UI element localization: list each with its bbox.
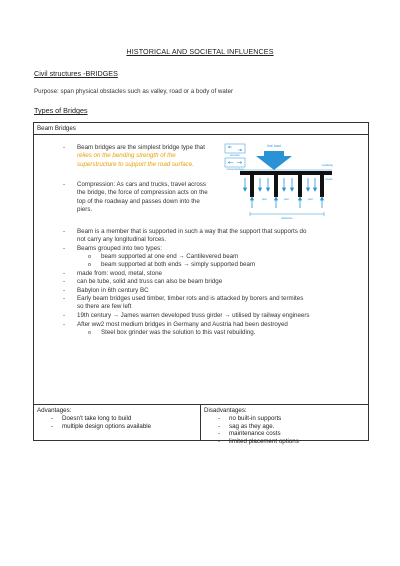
- advantages-heading: Advantages:: [37, 407, 72, 414]
- svg-text:roadway: roadway: [321, 163, 333, 167]
- page-title: HISTORICAL AND SOCIETAL INFLUENCES: [126, 47, 274, 56]
- svg-text:pier: pier: [284, 197, 290, 201]
- diagram-label-top: live load: [267, 144, 281, 148]
- beam-bridges-table: [33, 122, 369, 446]
- load-arrow-icon: [256, 151, 292, 170]
- svg-text:pier: pier: [308, 197, 314, 201]
- section-heading: Civil structures -BRIDGES: [34, 69, 118, 78]
- list-item: - limited placement options: [218, 438, 299, 446]
- list-item: - no built-in supports: [218, 414, 282, 422]
- list-item: - Doesn't take long to build: [51, 414, 132, 422]
- disadvantages-heading: Disadvantages:: [204, 407, 247, 414]
- types-heading: Types of Bridges: [34, 106, 88, 115]
- purpose-text: Purpose: span physical obstacles such as valley, road or a body of water: [34, 88, 234, 95]
- advantages-row: [34, 404, 368, 446]
- svg-text:compression: compression: [226, 167, 244, 171]
- table-header: Beam Bridges: [34, 123, 368, 135]
- svg-text:tension: tension: [230, 153, 240, 157]
- list-item: - multiple design options available: [51, 422, 152, 430]
- table-main-cell: live load tension compression roadway beam pier pier pier distance - Beam bridges are the simplest bridge type that relies on the bending strength of the superstructure to support the road surface. - Compression: As cars and trucks, travel across the bridge, the force of compression acts on the top of the roadway and passes down into the piers. - Beam is a member that is supported in such a way that the support that supports do not carry any longitudinal forces. - Beams grouped into two types: o beam supported at one end → Cantilevered beam o beam supported at both ends → simply supported beam - made from: wood, metal, stone - can be tube, solid and truss can also be beam bridge - Babylon in 6th century BC - Early beam bridges used timber, timber rots and is attacked by borers and termites so there are few left - 19th century → James warren developed truss girder → utilised by railway engineers - After ww2 most medium bridges in Germany and Austria had been destroyed o Steel box grinder was the solution to this vast rebuilding.: [34, 135, 368, 405]
- disadvantages-cell: [201, 405, 368, 446]
- advantages-cell: [34, 405, 201, 441]
- beam-bridge-diagram: [222, 140, 342, 225]
- svg-text:beam: beam: [325, 177, 333, 181]
- list-item: - sag as they age.: [218, 422, 275, 430]
- svg-text:pier: pier: [262, 197, 268, 201]
- svg-text:distance: distance: [281, 216, 293, 220]
- list-item: - maintenance costs: [218, 430, 281, 438]
